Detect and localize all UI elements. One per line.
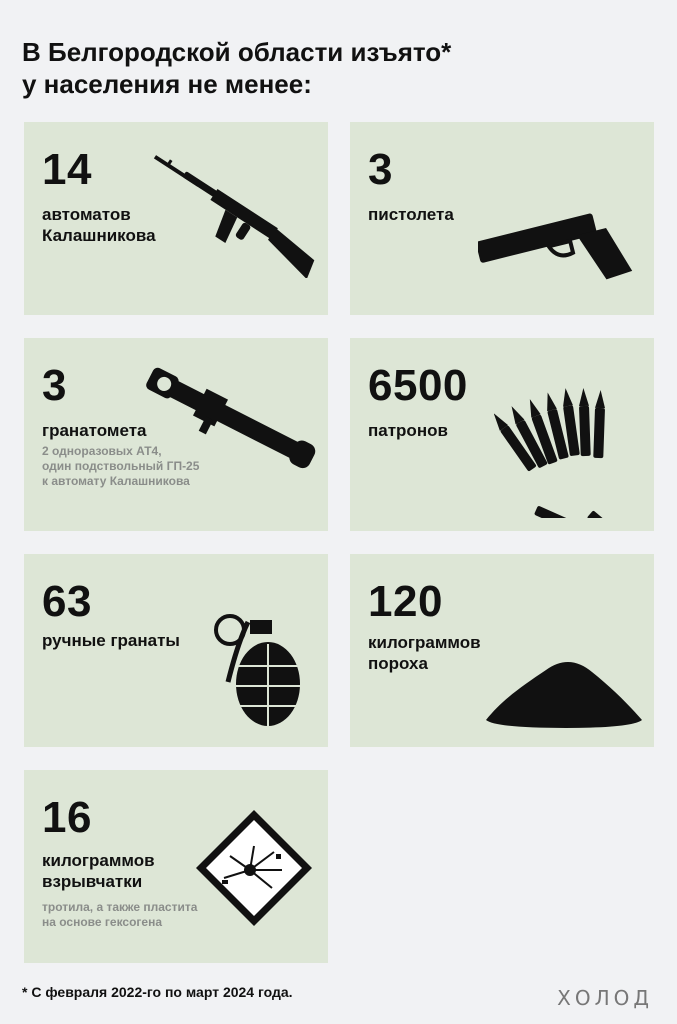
card-label: автоматов Калашникова bbox=[42, 205, 156, 245]
card-number: 14 bbox=[42, 145, 92, 194]
card-number: 63 bbox=[42, 577, 92, 626]
card-number: 3 bbox=[368, 145, 393, 194]
publisher-logo: ХОЛОД bbox=[557, 986, 653, 1010]
explosive-hazard-icon bbox=[194, 808, 314, 928]
card-explosives bbox=[24, 770, 328, 963]
card-label: килограммов пороха bbox=[368, 633, 481, 673]
card-pistols bbox=[350, 122, 654, 315]
grenade-launcher-icon bbox=[136, 358, 326, 478]
card-note: тротила, а также пластита на основе гексогена bbox=[42, 900, 198, 929]
rifle-icon bbox=[142, 144, 324, 278]
card-number: 120 bbox=[368, 577, 443, 626]
gunpowder-pile-icon bbox=[482, 634, 646, 730]
hand-grenade-icon bbox=[208, 608, 308, 730]
card-number: 6500 bbox=[368, 361, 468, 410]
card-gunpowder bbox=[350, 554, 654, 747]
footnote: * С февраля 2022-го по март 2024 года. bbox=[22, 984, 293, 1000]
card-number: 3 bbox=[42, 361, 67, 410]
card-grenade-launchers bbox=[24, 338, 328, 531]
card-label: пистолета bbox=[368, 205, 454, 224]
card-number: 16 bbox=[42, 793, 92, 842]
card-hand-grenades bbox=[24, 554, 328, 747]
card-label: килограммов взрывчатки bbox=[42, 851, 155, 891]
card-rifles bbox=[24, 122, 328, 315]
page-title bbox=[22, 36, 642, 100]
card-note: 2 одноразовых АТ4, один подствольный ГП-25 к автомату Калашникова bbox=[42, 444, 200, 488]
card-label: ручные гранаты bbox=[42, 631, 180, 650]
title-line-2: у населения не менее: bbox=[22, 69, 312, 99]
card-cartridges bbox=[350, 338, 654, 531]
pistol-icon bbox=[478, 192, 638, 292]
card-label: патронов bbox=[368, 421, 448, 440]
title-line-1: В Белгородской области изъято* bbox=[22, 37, 452, 67]
cartridges-icon bbox=[494, 388, 644, 518]
card-label: гранатомета bbox=[42, 421, 147, 440]
